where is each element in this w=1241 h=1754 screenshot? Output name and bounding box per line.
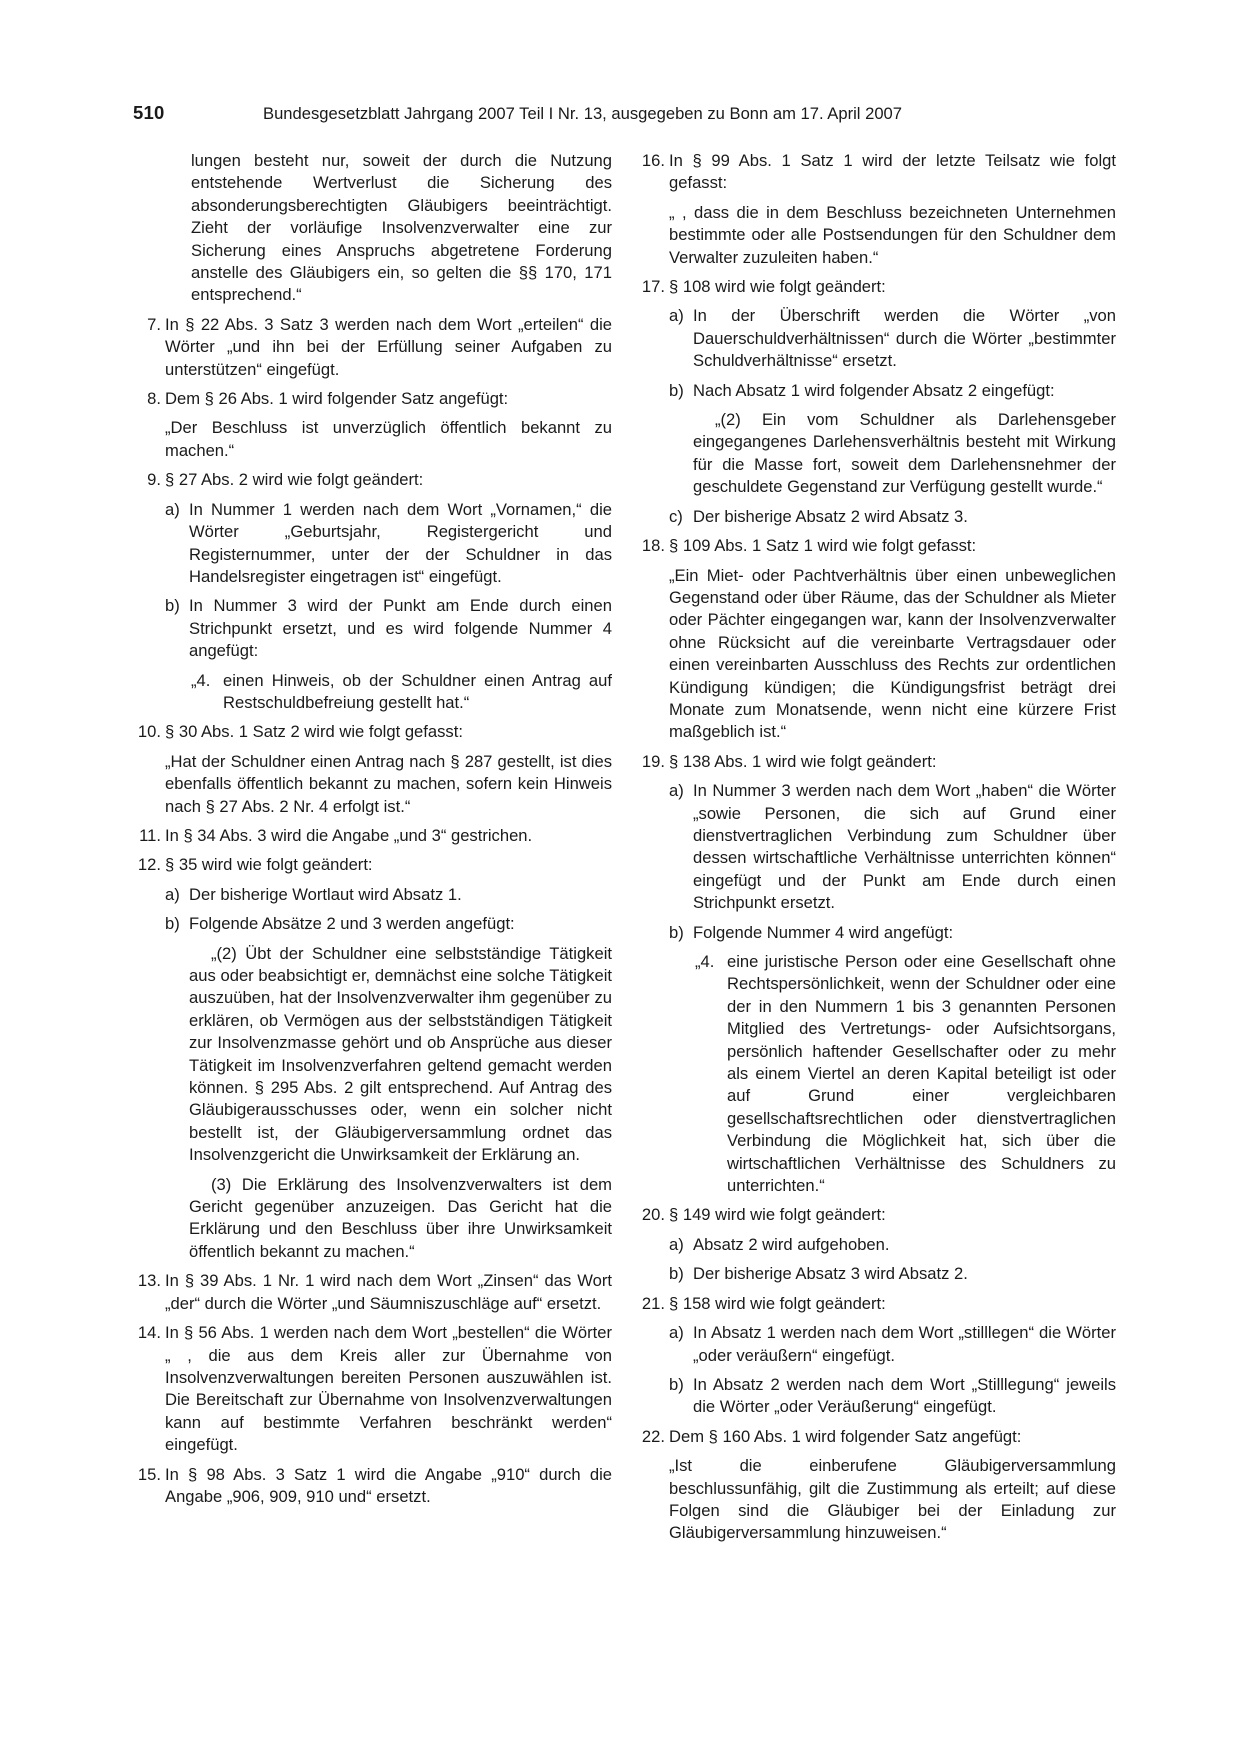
sub-text: Absatz 2 wird aufgehoben. <box>693 1234 890 1254</box>
item-number: 8. <box>147 389 161 409</box>
sub-text: Folgende Nummer 4 wird angefügt: <box>693 922 954 942</box>
quote-number: „4. <box>191 670 211 690</box>
item-text: In § 98 Abs. 3 Satz 1 wird die Angabe „910“ durch die Angabe „906, 909, 910 und“ ersetzt. <box>165 1464 612 1506</box>
item-21 <box>637 1293 1116 1315</box>
sub-text: Der bisherige Wortlaut wird Absatz 1. <box>189 884 462 904</box>
item-text: § 149 wird wie folgt geändert: <box>669 1205 886 1225</box>
item-text: § 27 Abs. 2 wird wie folgt geändert: <box>165 470 424 490</box>
item-9a <box>133 499 612 589</box>
quote-text: einen Hinweis, ob der Schuldner einen Antrag auf Restschuldbefreiung gestellt hat.“ <box>223 670 612 712</box>
quote-text: eine juristische Person oder eine Gesellschaft ohne Rechtspersönlichkeit, wenn der Schuldner oder eine der in den Nummern 1 bis 3 genannten Personen Mitglied des Vertretungs- oder Aufsichtsorgans, persönlich haftender Gesellschafter oder zu mehr als einem Viertel an deren Kapital beteiligt ist oder auf Grund einer vergleichbaren gesellschaftsrechtlichen oder dienstvertraglichen Verbindung die Möglichkeit hat, sich über die wirtschaftlichen Verhältnisse des Schuldners zu unterrichten.“ <box>727 952 1116 1196</box>
item-21a <box>637 1322 1116 1367</box>
item-number: 22. <box>641 1426 665 1446</box>
item-text: § 138 Abs. 1 wird wie folgt geändert: <box>669 751 937 771</box>
item-text: In § 34 Abs. 3 wird die Angabe „und 3“ gestrichen. <box>165 825 533 845</box>
item-number: 14. <box>137 1323 161 1343</box>
item-12b-quote-paragraph-3: (3) Die Erklärung des Insolvenzverwalters ist dem Gericht gegenüber anzuzeigen. Das Gericht hat die Erklärung und den Beschluss über ihre Unwirksamkeit öffentlich bekannt zu machen.“ <box>189 1174 612 1261</box>
item-18-quote: „Ein Miet- oder Pachtverhältnis über einen unbeweglichen Gegenstand oder über Räume, das der Schuldner als Mieter oder Pächter eingegangen war, kann der Insolvenzverwalter ohne Rücksicht auf die vereinbarte Vertragsdauer oder einen vereinbarten Ausschluss des Rechts zur ordentlichen Kündigung kündigen; die Kündigungsfrist beträgt drei Monate zum Monatsende, wenn nicht eine kürzere Frist maßgeblich ist.“ <box>669 565 1116 742</box>
item-number: 19. <box>641 751 665 771</box>
sub-text: Der bisherige Absatz 2 wird Absatz 3. <box>693 506 968 526</box>
item-12b-quote-paragraph-2: „(2) Übt der Schuldner eine selbstständige Tätigkeit aus oder beabsichtigt er, demnächst eine solche Tätigkeit auszuüben, hat der Insolvenzverwalter ihm gegenüber zu erklären, ob Vermögen aus der selbstständigen Tätigkeit zur Insolvenzmasse gehört und ob Ansprüche aus dieser Tätigkeit im Insolvenzverfahren geltend gemacht werden können. § 295 Abs. 2 gilt entsprechend. Auf Antrag des Gläubigerausschusses oder, wenn ein solcher nicht bestellt ist, der Gläubigerversammlung ordnet das Insolvenzgericht die Unwirksamkeit der Erklärung an. <box>189 943 612 1165</box>
quote-number: „4. <box>695 952 715 971</box>
sub-letter: a) <box>165 884 180 904</box>
page-number: 510 <box>133 102 165 123</box>
item-21b <box>637 1374 1116 1419</box>
item-number: 15. <box>137 1464 161 1484</box>
item-number: 10. <box>137 722 161 742</box>
item-8-quote: „Der Beschluss ist unverzüglich öffentlich bekannt zu machen.“ <box>165 418 612 460</box>
item-text: Dem § 26 Abs. 1 wird folgender Satz angefügt: <box>165 389 509 409</box>
item-number: 21. <box>641 1293 665 1313</box>
item-text: § 30 Abs. 1 Satz 2 wird wie folgt gefasst: <box>165 722 463 742</box>
sub-text: Der bisherige Absatz 3 wird Absatz 2. <box>693 1264 968 1284</box>
item-number: 12. <box>137 855 161 875</box>
item-20b <box>637 1263 1116 1285</box>
item-text: In § 22 Abs. 3 Satz 3 werden nach dem Wort „erteilen“ die Wörter „und ihn bei der Erfüllung seiner Aufgaben zu unterstützen“ eingefügt. <box>165 314 612 379</box>
sub-letter: a) <box>669 781 684 801</box>
item-12a <box>133 884 612 906</box>
item-7 <box>133 314 612 381</box>
item-14 <box>133 1322 612 1456</box>
sub-text: In Absatz 2 werden nach dem Wort „Stilllegung“ jeweils die Wörter „oder Veräußerung“ eingefügt. <box>693 1374 1116 1417</box>
item-12b <box>133 913 612 935</box>
sub-letter: a) <box>165 499 180 519</box>
item-number: 7. <box>147 314 161 334</box>
item-text: In § 39 Abs. 1 Nr. 1 wird nach dem Wort „Zinsen“ das Wort „der“ durch die Wörter „und Säumniszuschläge auf“ ersetzt. <box>165 1271 612 1313</box>
item-22 <box>637 1426 1116 1448</box>
sub-text: In Nummer 3 werden nach dem Wort „haben“ die Wörter „sowie Personen, die sich auf Grund einer dienstvertraglichen Verbindung zum Schuldner über dessen wirtschaftliche Verhältnisse unterrichten können“ eingefügt und der Punkt am Ende durch einen Strichpunkt ersetzt. <box>693 781 1116 913</box>
sub-letter: b) <box>669 1264 684 1284</box>
item-number: 13. <box>137 1271 161 1291</box>
item-9 <box>133 469 612 491</box>
sub-text: Nach Absatz 1 wird folgender Absatz 2 eingefügt: <box>693 380 1055 400</box>
item-20 <box>637 1204 1116 1226</box>
item-10-quote: „Hat der Schuldner einen Antrag nach § 287 gestellt, ist dies ebenfalls öffentlich bekannt zu machen, sofern kein Hinweis nach § 27 Abs. 2 Nr. 4 erfolgt ist.“ <box>165 751 612 816</box>
item-17 <box>637 276 1116 298</box>
item-text: § 108 wird wie folgt geändert: <box>669 277 886 297</box>
item-9b <box>133 595 612 662</box>
item-number: 9. <box>147 470 161 490</box>
item-number: 18. <box>641 536 665 556</box>
item-22-quote: „Ist die einberufene Gläubigerversammlung beschlussunfähig, gilt die Zustimmung als erteilt; auf diese Folgen sind die Gläubiger bei der Einladung zur Gläubigerversammlung hinzuweisen.“ <box>669 1456 1116 1543</box>
sub-letter: b) <box>669 1374 684 1394</box>
running-header: Bundesgesetzblatt Jahrgang 2007 Teil I Nr. 13, ausgegeben zu Bonn am 17. April 2007 <box>263 104 903 123</box>
item-17b-quote: „(2) Ein vom Schuldner als Darlehensgeber eingegangenes Darlehensverhältnis besteht mit Wirkung für die Masse fort, soweit dem Darlehensnehmer der geschuldete Gegenstand zur Verfügung gestellt wurde.“ <box>693 410 1116 497</box>
item-20a <box>637 1234 1116 1256</box>
item-19b-quote <box>637 951 1116 1197</box>
sub-letter: a) <box>669 1234 684 1254</box>
sub-text: In Nummer 3 wird der Punkt am Ende durch einen Strichpunkt ersetzt, und es wird folgende Nummer 4 angefügt: <box>189 596 612 661</box>
item-17b <box>637 380 1116 402</box>
item-19 <box>637 751 1116 773</box>
sub-text: In Absatz 1 werden nach dem Wort „stilllegen“ die Wörter „oder veräußern“ eingefügt. <box>693 1323 1116 1365</box>
item-16-quote: „ , dass die in dem Beschluss bezeichneten Unternehmen bestimmte oder alle Postsendungen für den Schuldner dem Verwalter zuzuleiten haben.“ <box>669 202 1116 267</box>
item-number: 17. <box>641 277 665 297</box>
sub-letter: b) <box>669 922 684 942</box>
sub-text: In Nummer 1 werden nach dem Wort „Vornamen,“ die Wörter „Geburtsjahr, Registergericht und Registernummer, unter der der Schuldner in das Handelsregister eingetragen ist“ eingefügt. <box>189 499 612 586</box>
item-text: In § 99 Abs. 1 Satz 1 wird der letzte Teilsatz wie folgt gefasst: <box>669 151 1116 193</box>
sub-letter: a) <box>669 306 684 326</box>
left-column <box>133 150 612 1515</box>
sub-letter: b) <box>165 914 180 934</box>
item-15 <box>133 1464 612 1509</box>
item-number: 11. <box>139 825 161 845</box>
item-13 <box>133 1270 612 1315</box>
item-17a <box>637 305 1116 372</box>
sub-letter: b) <box>669 380 684 400</box>
sub-text: Folgende Absätze 2 und 3 werden angefügt: <box>189 914 515 934</box>
sub-text: In der Überschrift werden die Wörter „von Dauerschuldverhältnissen“ durch die Wörter „bestimmter Schuldverhältnisse“ ersetzt. <box>693 306 1116 371</box>
sub-letter: c) <box>669 506 683 526</box>
item-10 <box>133 721 612 743</box>
item-8 <box>133 388 612 410</box>
sub-letter: b) <box>165 596 180 616</box>
right-column <box>637 150 1116 1552</box>
item-18 <box>637 535 1116 557</box>
item-11 <box>133 825 612 847</box>
item-16 <box>637 150 1116 195</box>
item-number: 20. <box>641 1205 665 1225</box>
item-17c <box>637 506 1116 528</box>
item-19b <box>637 922 1116 944</box>
item-19a <box>637 780 1116 914</box>
continued-quote: lungen besteht nur, soweit der durch die Nutzung entstehende Wertverlust die Sicherung des absonderungsberechtigten Gläubigers beeinträchtigt. Zieht der vorläufige Insolvenzverwalter eine zur Sicherung eines Anspruchs abgetretene Forderung anstelle des Gläubigers ein, so gelten die §§ 170, 171 entsprechend.“ <box>191 151 612 305</box>
item-text: Dem § 160 Abs. 1 wird folgender Satz angefügt: <box>669 1426 1022 1446</box>
item-text: § 109 Abs. 1 Satz 1 wird wie folgt gefasst: <box>669 536 977 556</box>
item-text: § 158 wird wie folgt geändert: <box>669 1293 886 1313</box>
item-text: § 35 wird wie folgt geändert: <box>165 855 373 875</box>
item-9b-quote <box>133 670 612 715</box>
item-12 <box>133 854 612 876</box>
item-text: In § 56 Abs. 1 werden nach dem Wort „bestellen“ die Wörter „ , die aus dem Kreis aller zur Übernahme von Insolvenzverwaltungen bereiten Personen auszuwählen ist. Die Bereitschaft zur Übernahme von Insolvenzverwaltungen kann auf bestimmte Verfahren beschränkt werden“ eingefügt. <box>165 1323 612 1455</box>
item-number: 16. <box>641 151 665 170</box>
sub-letter: a) <box>669 1323 684 1343</box>
